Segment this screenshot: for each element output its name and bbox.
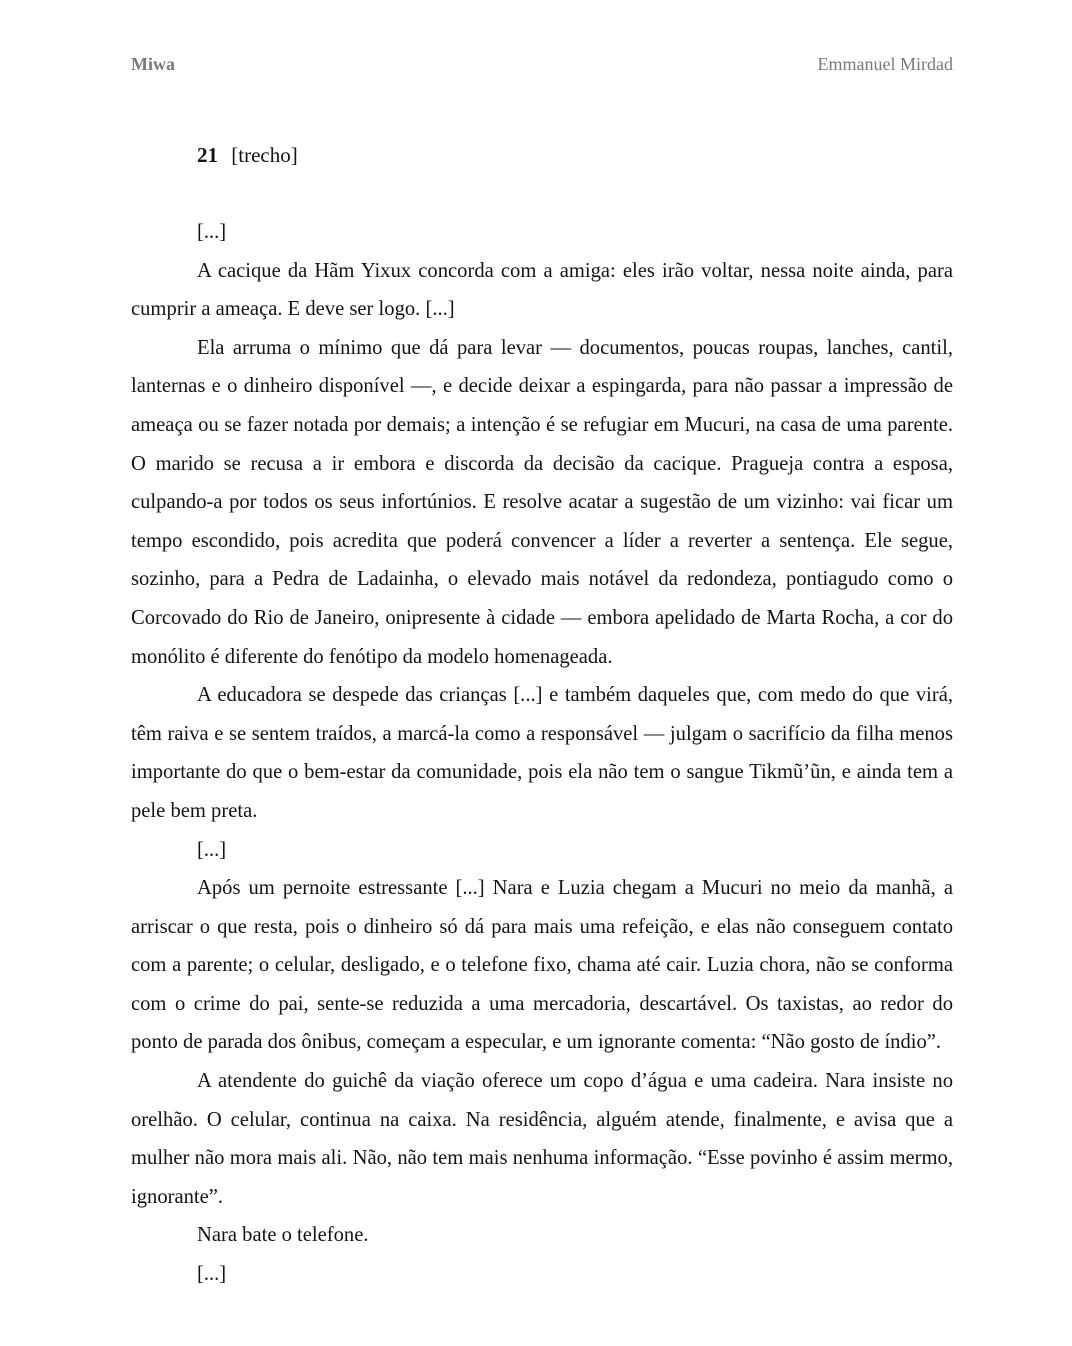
chapter-heading [197,141,298,169]
chapter-label: [trecho] [231,143,298,167]
running-header [131,54,953,78]
paragraph: A cacique da Hãm Yixux concorda com a amiga: eles irão voltar, nessa noite ainda, para cumprir a ameaça. E deve ser logo. [...] [131,259,953,321]
paragraph: Nara bate o telefone. [197,1224,369,1247]
paragraph: A educadora se despede das crianças [...] e também daqueles que, com medo do que virá, têm raiva e se sentem traídos, a marcá-la como a responsável — julgam o sacrifício da filha menos importante do que o bem-estar da comunidade, pois ela não tem o sangue Tikmũ’ũn, e ainda tem a pele bem preta. [131,684,953,822]
chapter-number: 21 [197,143,218,167]
ellipsis-paragraph: [...] [197,838,227,861]
ellipsis-paragraph: [...] [197,1263,227,1286]
author-name: Emmanuel Mirdad [817,54,953,74]
book-title: Miwa [131,54,175,74]
paragraph: Após um pernoite estressante [...] Nara e Luzia chegam a Mucuri no meio da manhã, a arriscar o que resta, pois o dinheiro só dá para mais uma refeição, e elas não conseguem contato com a parente; o celular, desligado, e o telefone fixo, chama até cair. Luzia chora, não se conforma com o crime do pai, sente-se reduzida a uma mercadoria, descartável. Os taxistas, ao redor do ponto de parada dos ônibus, começam a especular, e um ignorante comenta: “Não gosto de índio”. [131,877,953,1054]
ellipsis-paragraph: [...] [197,221,227,243]
body-text [131,213,953,1294]
paragraph: A atendente do guichê da viação oferece um copo d’água e uma cadeira. Nara insiste no orelhão. O celular, continua na caixa. Na residência, alguém atende, finalmente, e avisa que a mulher não mora mais ali. Não, não tem mais nenhuma informação. “Esse povinho é assim mermo, ignorante”. [131,1070,953,1208]
paragraph: Ela arruma o mínimo que dá para levar — documentos, poucas roupas, lanches, cantil, lanternas e o dinheiro disponível —, e decide deixar a espingarda, para não passar a impressão de ameaça ou se fazer notada por demais; a intenção é se refugiar em Mucuri, na casa de uma parente. O marido se recusa a ir embora e discorda da decisão da cacique. Pragueja contra a esposa, culpando-a por todos os seus infortúnios. E resolve acatar a sugestão de um vizinho: vai ficar um tempo escondido, pois acredita que poderá convencer a líder a reverter a sentença. Ele segue, sozinho, para a Pedra de Ladainha, o elevado mais notável da redondeza, pontiagudo como o Corcovado do Rio de Janeiro, onipresente à cidade — embora apelidado de Marta Rocha, a cor do monólito é diferente do fenótipo da modelo homenageada. [131,336,953,668]
